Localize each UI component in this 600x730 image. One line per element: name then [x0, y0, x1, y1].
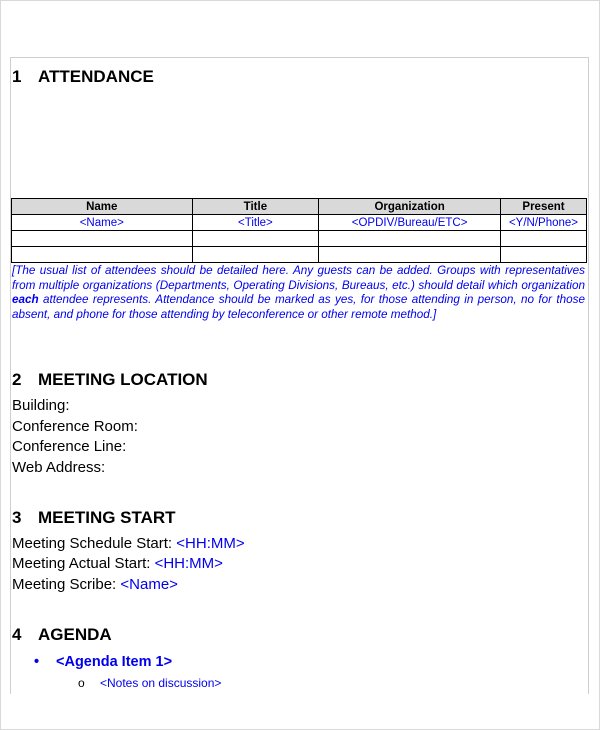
schedule-start-line [12, 535, 245, 552]
attendance-instructions [12, 264, 585, 322]
table-row [12, 215, 587, 231]
table-row [12, 231, 587, 247]
attendance-table [11, 198, 587, 263]
actual-start-line [12, 555, 223, 572]
section-title: AGENDA [38, 625, 112, 644]
table-header-row [12, 199, 587, 215]
actual-start-value[interactable]: <HH:MM> [154, 555, 223, 572]
table-cell[interactable]: <OPDIV/Bureau/ETC> [319, 215, 501, 231]
scribe-value[interactable]: <Name> [120, 576, 178, 593]
table-row [12, 247, 587, 263]
schedule-start-label: Meeting Schedule Start: [12, 535, 173, 552]
agenda-item-label[interactable]: <Agenda Item 1> [56, 654, 173, 670]
building-label: Building: [12, 397, 70, 414]
table-cell[interactable] [12, 231, 193, 247]
section-number: 3 [12, 508, 22, 527]
scribe-line [12, 576, 178, 593]
table-cell[interactable]: <Title> [192, 215, 319, 231]
section-heading-start [12, 508, 176, 528]
agenda-subitem-label[interactable]: <Notes on discussion> [100, 676, 222, 690]
section-number: 1 [12, 67, 22, 86]
section-title: MEETING START [38, 508, 176, 527]
table-cell[interactable]: <Y/N/Phone> [501, 215, 587, 231]
column-header: Organization [319, 199, 501, 215]
table-cell[interactable] [319, 247, 501, 263]
table-cell[interactable] [192, 247, 319, 263]
table-cell[interactable] [12, 247, 193, 263]
scribe-label: Meeting Scribe: [12, 576, 117, 593]
note-emphasis: each [12, 293, 39, 306]
bullet-icon: • [34, 654, 40, 670]
column-header: Present [501, 199, 587, 215]
conference-line-label: Conference Line: [12, 438, 127, 455]
note-text: [The usual list of attendees should be detailed here. Any guests can be added. Groups with representatives from multiple organizations (Departments, Operating Divisions, Bureaus, etc.) should detail which organization [12, 264, 585, 292]
section-title: MEETING LOCATION [38, 370, 208, 389]
note-text: attendee represents. Attendance should be marked as yes, for those attending in person, no for those absent, and phone for those attending by teleconference or other remote method.] [12, 293, 585, 321]
section-heading-location [12, 370, 208, 390]
section-heading-agenda [12, 625, 112, 645]
table-cell[interactable] [501, 247, 587, 263]
schedule-start-value[interactable]: <HH:MM> [176, 535, 245, 552]
table-cell[interactable] [501, 231, 587, 247]
section-number: 4 [12, 625, 22, 644]
table-cell[interactable]: <Name> [12, 215, 193, 231]
section-number: 2 [12, 370, 22, 389]
section-heading-attendance [12, 67, 154, 87]
table-cell[interactable] [319, 231, 501, 247]
conference-room-label: Conference Room: [12, 418, 138, 435]
actual-start-label: Meeting Actual Start: [12, 555, 151, 572]
agenda-item [34, 654, 172, 670]
circle-bullet-icon: o [78, 676, 85, 690]
agenda-subitem [78, 676, 221, 690]
web-address-label: Web Address: [12, 459, 106, 476]
column-header: Title [192, 199, 319, 215]
section-title: ATTENDANCE [38, 67, 154, 86]
table-cell[interactable] [192, 231, 319, 247]
column-header: Name [12, 199, 193, 215]
